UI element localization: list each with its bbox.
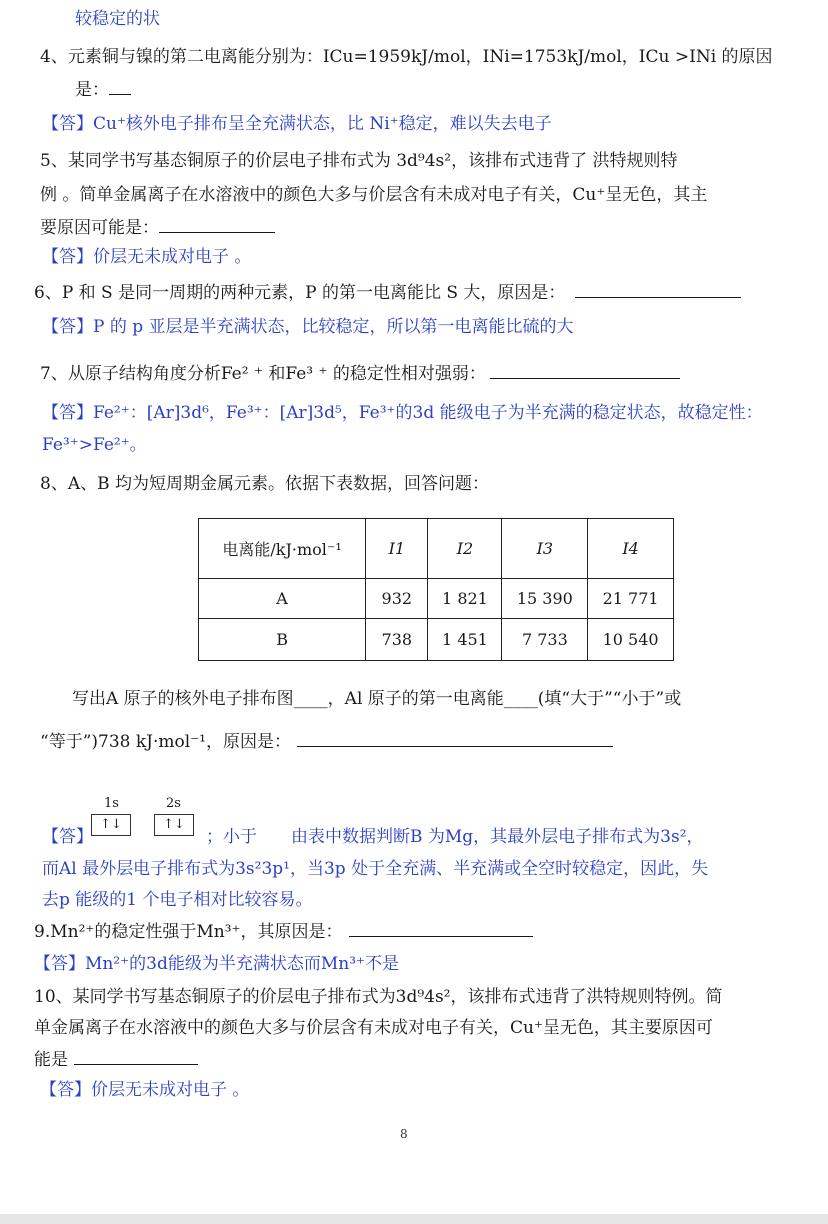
table-header-cell: I1 <box>366 519 428 579</box>
page-bottom-edge <box>0 1214 828 1224</box>
table-cell: A <box>199 579 366 619</box>
page-number: 8 <box>400 1127 408 1141</box>
table-cell: 932 <box>366 579 428 619</box>
table-header-cell: I3 <box>502 519 588 579</box>
table-cell: 738 <box>366 619 428 661</box>
table-cell: 10 540 <box>588 619 674 661</box>
answer-10: 【答】价层无未成对电子 。 <box>40 1080 250 1100</box>
question-6: 6、P 和 S 是同一周期的两种元素，P 的第一电离能比 S 大，原因是： <box>34 281 741 304</box>
question-5-line3: 要原因可能是： <box>40 216 275 239</box>
answer-8-line2: 而Al 最外层电子排布式为3s²3p¹，当3p 处于全充满、半充满或全空时较稳定，因此，失 <box>42 859 709 879</box>
question-10-line1: 10、某同学书写基态铜原子的价层电子排布式为3d⁹4s²，该排布式违背了洪特规则特例。简 <box>34 987 723 1007</box>
orbital-label-2s: 2s <box>166 796 181 811</box>
table-cell: B <box>199 619 366 661</box>
table-header-cell: I2 <box>428 519 502 579</box>
table-cell: 21 771 <box>588 579 674 619</box>
question-5-line2: 例 。简单金属离子在水溶液中的颜色大多与价层含有未成对电子有关，Cu⁺呈无色，其主 <box>40 185 708 205</box>
answer-8-line3: 去p 能级的1 个电子相对比较容易。 <box>42 890 313 910</box>
question-5-line1: 5、某同学书写基态铜原子的价层电子排布式为 3d⁹4s²，该排布式违背了 洪特规则特 <box>40 151 678 171</box>
table-cell: 7 733 <box>502 619 588 661</box>
answer-7-line1: 【答】Fe²⁺：[Ar]3d⁶，Fe³⁺：[Ar]3d⁵，Fe³⁺的3d 能级电子为半充满的稳定状态，故稳定性： <box>42 403 763 423</box>
table-header-cell: I4 <box>588 519 674 579</box>
answer-8-tag: 【答】 <box>42 827 93 847</box>
question-4: 4、元素铜与镍的第二电离能分别为：ICu=1959kJ/mol，INi=1753kJ/mol，ICu >INi 的原因 <box>40 47 773 67</box>
question-8: 8、A、B 均为短周期金属元素。依据下表数据，回答问题： <box>40 474 489 494</box>
answer-9: 【答】Mn²⁺的3d能级为半充满状态而Mn³⁺不是 <box>34 954 399 974</box>
table-cell: 15 390 <box>502 579 588 619</box>
question-10-line2: 单金属离子在水溶液中的颜色大多与价层含有未成对电子有关，Cu⁺呈无色，其主要原因可 <box>34 1018 713 1038</box>
table-cell: 1 821 <box>428 579 502 619</box>
answer-8-line1: ；小于 由表中数据判断B 为Mg，其最外层电子排布式为3s²， <box>206 827 704 847</box>
table-row <box>199 619 674 661</box>
table-cell: 1 451 <box>428 619 502 661</box>
question-10-line3: 能是 <box>34 1048 198 1071</box>
ionization-energy-table <box>198 518 674 661</box>
answer-7-line2: Fe³⁺>Fe²⁺。 <box>42 435 147 455</box>
table-header-cell: 电离能/kJ·mol⁻¹ <box>199 519 366 579</box>
answer-6: 【答】P 的 p 亚层是半充满状态，比较稳定，所以第一电离能比硫的大 <box>42 317 574 337</box>
answer-line-continued: 较稳定的状 <box>75 9 160 29</box>
orbital-box-1s: ↑↓ <box>91 814 131 836</box>
table-row <box>199 579 674 619</box>
answer-5: 【答】价层无未成对电子 。 <box>42 247 252 267</box>
question-8-line1: 写出A 原子的核外电子排布图____，Al 原子的第一电离能____(填“大于”“小于”或 <box>72 689 682 709</box>
question-9: 9.Mn²⁺的稳定性强于Mn³⁺，其原因是： <box>34 920 533 943</box>
question-7: 7、从原子结构角度分析Fe² ⁺ 和Fe³ ⁺ 的稳定性相对强弱： <box>40 362 680 385</box>
orbital-label-1s: 1s <box>104 796 119 811</box>
table-header-row <box>199 519 674 579</box>
question-8-line2: “等于”)738 kJ·mol⁻¹，原因是： <box>40 730 613 753</box>
orbital-box-2s: ↑↓ <box>154 814 194 836</box>
question-4-line2: 是： <box>75 78 131 101</box>
answer-4: 【答】Cu⁺核外电子排布呈全充满状态，比 Ni⁺稳定，难以失去电子 <box>42 114 552 134</box>
